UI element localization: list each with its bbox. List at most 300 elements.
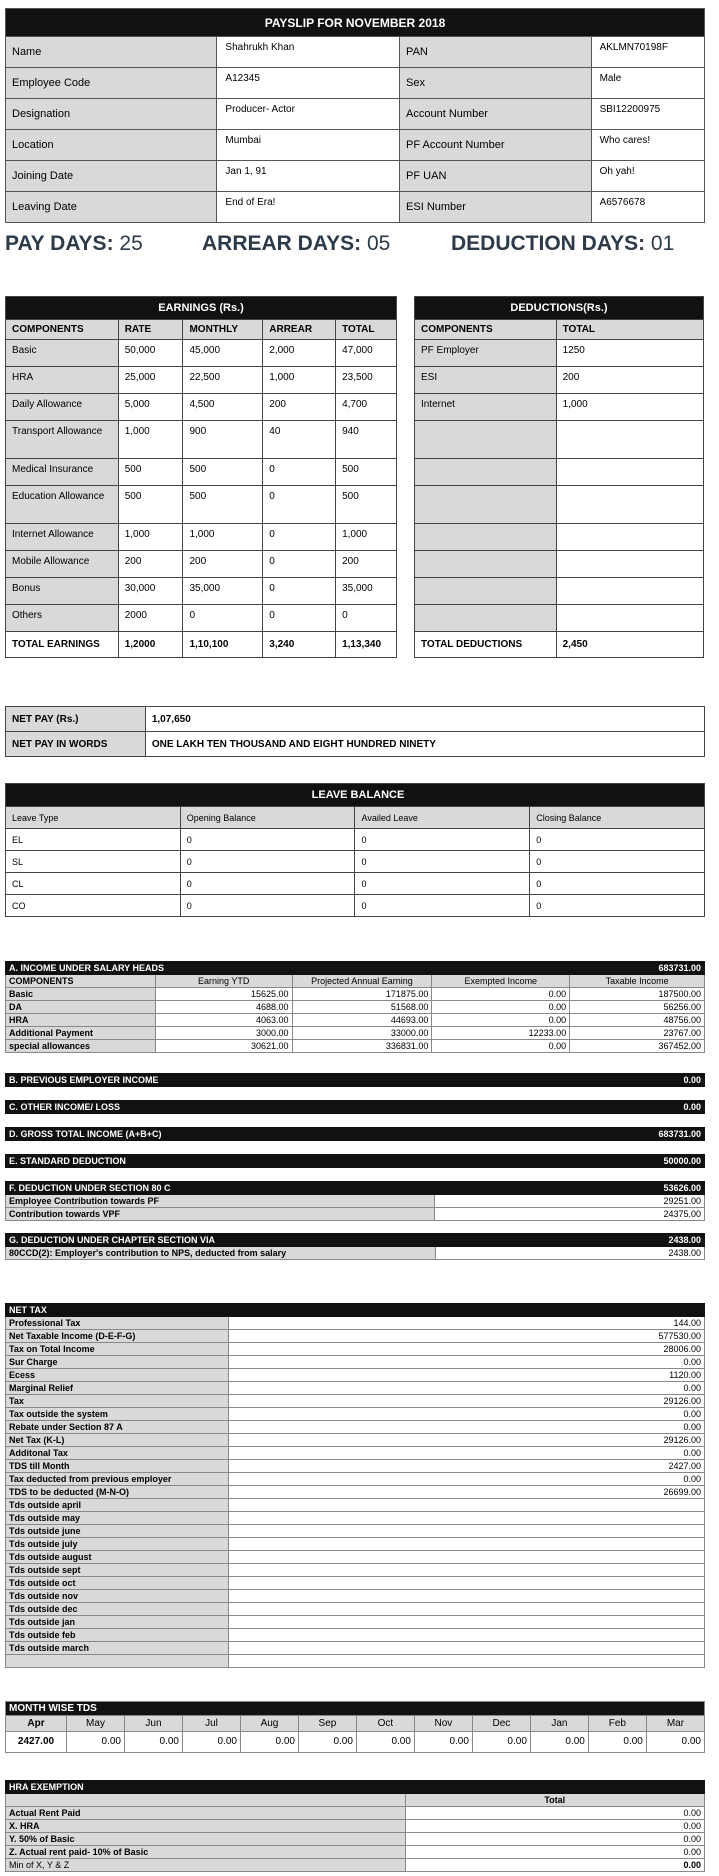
earning-value: 0 <box>336 605 397 632</box>
deductions-row <box>415 340 704 367</box>
net-tax-label: Tax outside the system <box>6 1408 229 1421</box>
earning-value: 2000 <box>118 605 183 632</box>
income-value: 4688.00 <box>155 1001 292 1014</box>
pay-days <box>5 232 143 256</box>
month-header: Mar <box>646 1716 704 1732</box>
month-header: Dec <box>472 1716 530 1732</box>
section-g-value: 2438.00 <box>435 1234 704 1247</box>
deductions-row <box>415 551 704 578</box>
leave-column-header: Availed Leave <box>355 807 530 829</box>
info-label: Name <box>6 37 217 68</box>
net-tax-label: Sur Charge <box>6 1356 229 1369</box>
income-column-header: Exempted Income <box>432 975 570 988</box>
income-value: 4063.00 <box>155 1014 292 1027</box>
deduction-item-label: Employee Contribution towards PF <box>6 1195 435 1208</box>
pay-days-label: PAY DAYS: <box>5 232 114 255</box>
earning-value: 2,000 <box>263 340 336 367</box>
total-deductions-label: TOTAL DEDUCTIONS <box>415 632 557 658</box>
previous-employer-row <box>5 1073 705 1087</box>
month-header: Nov <box>414 1716 472 1732</box>
net-tax-row <box>6 1603 705 1616</box>
net-tax-value: 0.00 <box>228 1473 704 1486</box>
earnings-header-row <box>6 320 397 340</box>
earning-value: 0 <box>183 605 263 632</box>
leave-cell: CL <box>6 873 181 895</box>
net-tax-row <box>6 1564 705 1577</box>
net-tax-row <box>6 1447 705 1460</box>
deductions-row <box>415 459 704 486</box>
earnings-row <box>6 340 397 367</box>
deductions-row <box>415 486 704 524</box>
info-value: AKLMN70198F <box>591 37 704 68</box>
net-tax-row <box>6 1616 705 1629</box>
leave-column-header: Leave Type <box>6 807 181 829</box>
net-tax-label: TDS to be deducted (M-N-O) <box>6 1486 229 1499</box>
net-tax-value <box>228 1616 704 1629</box>
leave-cell: 0 <box>355 851 530 873</box>
income-column-header: Taxable Income <box>570 975 705 988</box>
leave-cell: 0 <box>530 829 705 851</box>
earning-value: 1,000 <box>263 367 336 394</box>
earning-value: 0 <box>263 551 336 578</box>
deduction-value: 1,000 <box>556 394 703 421</box>
earnings-total-row <box>6 632 397 658</box>
hra-row <box>6 1833 705 1846</box>
net-tax-label: Professional Tax <box>6 1317 229 1330</box>
income-value: 0.00 <box>432 1001 570 1014</box>
deduction-value <box>556 605 703 632</box>
deduction-days <box>451 232 674 256</box>
info-label: Sex <box>400 68 592 99</box>
earning-component: Others <box>6 605 119 632</box>
info-row <box>6 99 705 130</box>
month-tds-value: 0.00 <box>67 1732 125 1753</box>
info-row <box>6 130 705 161</box>
deduction-value <box>556 524 703 551</box>
earnings-row <box>6 367 397 394</box>
month-tds-value: 0.00 <box>472 1732 530 1753</box>
month-header: May <box>67 1716 125 1732</box>
net-tax-value <box>228 1551 704 1564</box>
earning-value: 0 <box>263 459 336 486</box>
section-c-value: 0.00 <box>584 1101 704 1114</box>
deductions-row <box>415 394 704 421</box>
section-e-value: 50000.00 <box>520 1155 705 1168</box>
income-value: 33000.00 <box>292 1027 432 1040</box>
pay-days-value: 25 <box>119 232 143 255</box>
net-tax-row <box>6 1317 705 1330</box>
net-tax-row <box>6 1343 705 1356</box>
earning-value: 940 <box>336 421 397 459</box>
income-value: 56256.00 <box>570 1001 705 1014</box>
gross-total-row <box>5 1127 705 1141</box>
deduction-component <box>415 578 557 605</box>
earning-value: 50,000 <box>118 340 183 367</box>
earning-component: Education Allowance <box>6 486 119 524</box>
earning-value: 500 <box>336 486 397 524</box>
earnings-column-header: COMPONENTS <box>6 320 119 340</box>
income-value: 0.00 <box>432 988 570 1001</box>
hra-value: 0.00 <box>405 1820 704 1833</box>
hra-value: 0.00 <box>405 1833 704 1846</box>
earning-value: 1,000 <box>118 524 183 551</box>
leave-cell: 0 <box>180 873 355 895</box>
info-label: Location <box>6 130 217 161</box>
info-label: ESI Number <box>400 192 592 223</box>
earning-value: 30,000 <box>118 578 183 605</box>
deduction-component: ESI <box>415 367 557 394</box>
month-tds-value: 0.00 <box>646 1732 704 1753</box>
month-header: Jun <box>125 1716 183 1732</box>
hra-value: 0.00 <box>405 1859 704 1872</box>
leave-column-header: Opening Balance <box>180 807 355 829</box>
leave-cell: 0 <box>180 895 355 917</box>
earning-component: Daily Allowance <box>6 394 119 421</box>
net-tax-table <box>5 1303 705 1668</box>
net-tax-value: 577530.00 <box>228 1330 704 1343</box>
net-tax-title: NET TAX <box>6 1304 705 1317</box>
month-tds-value: 0.00 <box>530 1732 588 1753</box>
section-f-row <box>6 1195 705 1208</box>
leave-cell: 0 <box>530 895 705 917</box>
info-label: Employee Code <box>6 68 217 99</box>
info-row <box>6 68 705 99</box>
net-tax-label: Tds outside june <box>6 1525 229 1538</box>
income-row <box>6 1014 705 1027</box>
leave-cell: SL <box>6 851 181 873</box>
net-tax-value: 28006.00 <box>228 1343 704 1356</box>
net-tax-label: Tax deducted from previous employer <box>6 1473 229 1486</box>
month-tds-value: 0.00 <box>298 1732 356 1753</box>
earning-value: 1,000 <box>183 524 263 551</box>
income-column-header: COMPONENTS <box>6 975 156 988</box>
hra-label: Actual Rent Paid <box>6 1807 406 1820</box>
earning-component: Bonus <box>6 578 119 605</box>
info-value: SBI12200975 <box>591 99 704 130</box>
info-row <box>6 192 705 223</box>
net-tax-value <box>228 1499 704 1512</box>
month-header: Sep <box>298 1716 356 1732</box>
net-tax-row <box>6 1434 705 1447</box>
deductions-column-header: TOTAL <box>556 320 703 340</box>
net-tax-value <box>228 1577 704 1590</box>
deductions-row <box>415 605 704 632</box>
leave-cell: CO <box>6 895 181 917</box>
deduction-item-label: 80CCD(2): Employer's contribution to NPS, deducted from salary <box>6 1247 436 1260</box>
net-tax-label: Tds outside oct <box>6 1577 229 1590</box>
net-tax-label: Tax <box>6 1395 229 1408</box>
net-tax-label: Tax on Total Income <box>6 1343 229 1356</box>
deduction-value <box>556 459 703 486</box>
net-tax-row <box>6 1629 705 1642</box>
deductions-column-header: COMPONENTS <box>415 320 557 340</box>
net-tax-label: Tds outside dec <box>6 1603 229 1616</box>
income-value: 367452.00 <box>570 1040 705 1053</box>
leave-row <box>6 873 705 895</box>
section-b-title: B. PREVIOUS EMPLOYER INCOME <box>6 1074 610 1087</box>
total-earnings-value: 1,2000 <box>118 632 183 658</box>
income-row <box>6 1027 705 1040</box>
employee-info-table <box>5 8 705 223</box>
income-component: DA <box>6 1001 156 1014</box>
earnings-column-header: MONTHLY <box>183 320 263 340</box>
section-80c-table <box>5 1181 705 1221</box>
net-tax-row <box>6 1356 705 1369</box>
info-value: Oh yah! <box>591 161 704 192</box>
deduction-component <box>415 551 557 578</box>
deduction-component <box>415 421 557 459</box>
net-tax-label: Tds outside may <box>6 1512 229 1525</box>
hra-value: 0.00 <box>405 1846 704 1859</box>
earning-value: 0 <box>263 578 336 605</box>
earning-component: Transport Allowance <box>6 421 119 459</box>
hra-row <box>6 1846 705 1859</box>
income-title: A. INCOME UNDER SALARY HEADS <box>6 962 570 975</box>
info-label: PF UAN <box>400 161 592 192</box>
earning-value: 200 <box>118 551 183 578</box>
net-tax-label: Tds outside july <box>6 1538 229 1551</box>
earnings-caption: EARNINGS (Rs.) <box>6 297 397 320</box>
section-d-value: 683731.00 <box>539 1128 705 1141</box>
net-tax-value: 29126.00 <box>228 1434 704 1447</box>
income-value: 187500.00 <box>570 988 705 1001</box>
net-pay-label: NET PAY (Rs.) <box>6 707 146 732</box>
net-tax-value: 29126.00 <box>228 1395 704 1408</box>
net-pay-table <box>5 706 705 757</box>
total-deductions-value: 2,450 <box>556 632 703 658</box>
earning-value: 4,700 <box>336 394 397 421</box>
earning-component: Internet Allowance <box>6 524 119 551</box>
earning-value: 4,500 <box>183 394 263 421</box>
earning-value: 35,000 <box>336 578 397 605</box>
income-value: 48756.00 <box>570 1014 705 1027</box>
info-label: PF Account Number <box>400 130 592 161</box>
earning-value: 1,000 <box>336 524 397 551</box>
earning-component: Mobile Allowance <box>6 551 119 578</box>
info-label: Leaving Date <box>6 192 217 223</box>
income-value: 12233.00 <box>432 1027 570 1040</box>
earnings-table <box>5 296 397 658</box>
net-tax-value <box>228 1512 704 1525</box>
other-income-row <box>5 1100 705 1114</box>
hra-header-blank <box>6 1794 406 1807</box>
earning-component: Basic <box>6 340 119 367</box>
month-header: Feb <box>588 1716 646 1732</box>
net-tax-row <box>6 1512 705 1525</box>
net-tax-row <box>6 1655 705 1668</box>
total-earnings-value: 3,240 <box>263 632 336 658</box>
leave-balance-table <box>5 783 705 917</box>
income-value: 23767.00 <box>570 1027 705 1040</box>
earning-value: 23,500 <box>336 367 397 394</box>
net-tax-row <box>6 1421 705 1434</box>
earning-component: HRA <box>6 367 119 394</box>
info-label: PAN <box>400 37 592 68</box>
net-tax-label: Marginal Relief <box>6 1382 229 1395</box>
income-component: special allowances <box>6 1040 156 1053</box>
net-tax-row <box>6 1382 705 1395</box>
leave-cell: 0 <box>530 851 705 873</box>
net-tax-label: Tds outside april <box>6 1499 229 1512</box>
income-value: 30621.00 <box>155 1040 292 1053</box>
info-value: Producer- Actor <box>217 99 400 130</box>
deductions-row <box>415 367 704 394</box>
net-tax-value: 1120.00 <box>228 1369 704 1382</box>
deductions-caption: DEDUCTIONS(Rs.) <box>415 297 704 320</box>
month-header: Apr <box>6 1716 67 1732</box>
earning-value: 0 <box>263 486 336 524</box>
info-row <box>6 161 705 192</box>
earning-component: Medical Insurance <box>6 459 119 486</box>
earning-value: 500 <box>183 459 263 486</box>
income-column-header: Earning YTD <box>155 975 292 988</box>
month-wise-title: MONTH WISE TDS <box>6 1702 705 1716</box>
earning-value: 0 <box>263 605 336 632</box>
net-tax-label: Net Taxable Income (D-E-F-G) <box>6 1330 229 1343</box>
deduction-days-label: DEDUCTION DAYS: <box>451 232 646 255</box>
month-tds-value: 0.00 <box>356 1732 414 1753</box>
leave-row <box>6 895 705 917</box>
earning-value: 35,000 <box>183 578 263 605</box>
section-b-value: 0.00 <box>610 1074 705 1087</box>
earnings-row <box>6 605 397 632</box>
net-tax-value <box>228 1564 704 1577</box>
net-tax-value <box>228 1642 704 1655</box>
hra-row <box>6 1820 705 1833</box>
net-tax-label <box>6 1655 229 1668</box>
income-value: 0.00 <box>432 1014 570 1027</box>
deduction-item-value: 29251.00 <box>435 1195 705 1208</box>
net-tax-row <box>6 1330 705 1343</box>
earning-value: 22,500 <box>183 367 263 394</box>
earnings-row <box>6 578 397 605</box>
deduction-component <box>415 524 557 551</box>
info-value: End of Era! <box>217 192 400 223</box>
income-row <box>6 988 705 1001</box>
income-value: 171875.00 <box>292 988 432 1001</box>
section-f-row <box>6 1208 705 1221</box>
section-g-row <box>6 1247 705 1260</box>
info-value: Shahrukh Khan <box>217 37 400 68</box>
net-tax-label: Rebate under Section 87 A <box>6 1421 229 1434</box>
net-tax-value: 26699.00 <box>228 1486 704 1499</box>
net-tax-value: 0.00 <box>228 1447 704 1460</box>
hra-title: HRA EXEMPTION <box>6 1781 705 1794</box>
info-label: Designation <box>6 99 217 130</box>
deduction-value: 200 <box>556 367 703 394</box>
month-tds-value: 0.00 <box>182 1732 240 1753</box>
earnings-column-header: RATE <box>118 320 183 340</box>
deduction-item-label: Contribution towards VPF <box>6 1208 435 1221</box>
net-tax-label: Tds outside march <box>6 1642 229 1655</box>
section-via-table <box>5 1233 705 1260</box>
earning-value: 500 <box>118 486 183 524</box>
info-row <box>6 37 705 68</box>
net-tax-label: Tds outside nov <box>6 1590 229 1603</box>
month-tds-value: 0.00 <box>414 1732 472 1753</box>
payslip-title: PAYSLIP FOR NOVEMBER 2018 <box>6 9 705 37</box>
income-value: 336831.00 <box>292 1040 432 1053</box>
earning-value: 900 <box>183 421 263 459</box>
info-value: A12345 <box>217 68 400 99</box>
hra-label: Min of X, Y & Z <box>6 1859 406 1872</box>
net-tax-row <box>6 1538 705 1551</box>
net-tax-row <box>6 1590 705 1603</box>
net-pay-words-value: ONE LAKH TEN THOUSAND AND EIGHT HUNDRED NINETY <box>145 732 704 757</box>
deduction-component: Internet <box>415 394 557 421</box>
month-header: Jan <box>530 1716 588 1732</box>
net-tax-value: 2427.00 <box>228 1460 704 1473</box>
net-tax-row <box>6 1473 705 1486</box>
net-tax-row <box>6 1499 705 1512</box>
net-pay-words-label: NET PAY IN WORDS <box>6 732 146 757</box>
income-value: 0.00 <box>432 1040 570 1053</box>
earning-value: 1,000 <box>118 421 183 459</box>
net-tax-value <box>228 1538 704 1551</box>
earnings-column-header: ARREAR <box>263 320 336 340</box>
hra-label: Z. Actual rent paid- 10% of Basic <box>6 1846 406 1859</box>
total-earnings-label: TOTAL EARNINGS <box>6 632 119 658</box>
deduction-component <box>415 605 557 632</box>
deduction-item-value: 24375.00 <box>435 1208 705 1221</box>
net-tax-label: TDS till Month <box>6 1460 229 1473</box>
hra-label: X. HRA <box>6 1820 406 1833</box>
net-tax-label: Ecess <box>6 1369 229 1382</box>
earning-value: 5,000 <box>118 394 183 421</box>
earnings-row <box>6 421 397 459</box>
deduction-value <box>556 551 703 578</box>
net-pay-value: 1,07,650 <box>145 707 704 732</box>
month-header: Aug <box>240 1716 298 1732</box>
net-tax-row <box>6 1408 705 1421</box>
income-value: 44693.00 <box>292 1014 432 1027</box>
earning-value: 200 <box>183 551 263 578</box>
deductions-total-row <box>415 632 704 658</box>
net-tax-row <box>6 1551 705 1564</box>
net-tax-value: 0.00 <box>228 1408 704 1421</box>
info-label: Joining Date <box>6 161 217 192</box>
net-tax-value <box>228 1655 704 1668</box>
deductions-table <box>414 296 704 658</box>
month-tds-value: 0.00 <box>240 1732 298 1753</box>
deductions-header-row <box>415 320 704 340</box>
arrear-days-value: 05 <box>366 232 391 255</box>
total-earnings-value: 1,13,340 <box>336 632 397 658</box>
net-tax-value <box>228 1629 704 1642</box>
section-d-title: D. GROSS TOTAL INCOME (A+B+C) <box>6 1128 539 1141</box>
leave-row <box>6 829 705 851</box>
info-value: A6576678 <box>591 192 704 223</box>
info-value: Male <box>591 68 704 99</box>
net-tax-label: Tds outside sept <box>6 1564 229 1577</box>
deduction-value <box>556 421 703 459</box>
earnings-row <box>6 394 397 421</box>
section-e-title: E. STANDARD DEDUCTION <box>6 1155 520 1168</box>
net-tax-row <box>6 1369 705 1382</box>
deductions-row <box>415 578 704 605</box>
net-tax-row <box>6 1577 705 1590</box>
income-salary-table <box>5 961 705 1053</box>
income-row <box>6 1001 705 1014</box>
month-wise-tds-table <box>5 1701 705 1753</box>
hra-row <box>6 1807 705 1820</box>
earnings-column-header: TOTAL <box>336 320 397 340</box>
income-component: Basic <box>6 988 156 1001</box>
net-tax-value: 0.00 <box>228 1421 704 1434</box>
arrear-days-label: ARREAR DAYS: <box>202 232 362 255</box>
deduction-value: 1250 <box>556 340 703 367</box>
net-tax-value <box>228 1590 704 1603</box>
